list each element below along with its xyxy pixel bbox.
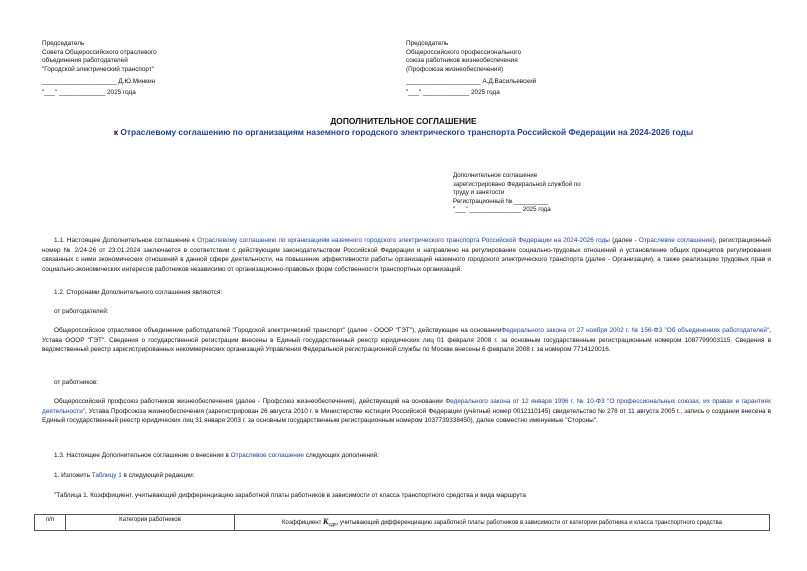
- p8-text: 1. Изложить: [54, 472, 92, 479]
- right-sign-signature-line: _____________________ А.Д.Васильевский: [406, 78, 537, 86]
- employers-law-link[interactable]: Федерального закона от 27 ноября 2002 г. № 156-ФЗ "Об объединениях работодателей": [501, 327, 770, 334]
- coefficient-table: [34, 514, 770, 531]
- left-signature-block: [42, 40, 157, 98]
- p1-text: 1.1. Настоящее Дополнительное соглашение к: [54, 237, 198, 244]
- left-sign-role: Председатель: [42, 40, 85, 47]
- p6-text: , Устава Профсоюза жизнеобеспечения (зарегистрирован 26 августа 2010 г. в Министерстве юстиции Российской Федерации (учётный номер 0012110145) свидетельство № 278 от 11 августа 2005 г., запись о создании внесена в Единый государственный реестр юридических лиц 31 января 2003 г. за основным государственным регистрационным номером 1037739338450), далее совместно именуемые "Стороны".: [42, 407, 771, 425]
- p1-text: (далее -: [609, 237, 639, 244]
- p1-text: ), регистрационный номер № 2/24-26 от 23.01.2024 заключается в соответствии с действующим законодательством Российской Федерации и направлено на регулирование социально-трудовых отношений и установление общих принципов регулирования связанных с ними экономических отношений в данной сфере деятельности, на повышение эффективности работы организаций наземного городского электрического транспорта (далее - Организации), а также реализацию трудовых прав и социально-экономических интересов работников независимо от организационно-правовых форм собственности транспортных организаций.: [42, 237, 771, 273]
- p1-short-agreement-link[interactable]: Отраслевое соглашение: [638, 237, 713, 244]
- header-coefficient: [235, 515, 770, 531]
- coefficient-label: Коэффициент: [282, 520, 323, 526]
- right-sign-role: Председатель: [406, 40, 449, 47]
- subtitle-agreement-link[interactable]: Отраслевому соглашению по организациям наземного городского электрического транспорта Российской Федерации на 2024-2026 годы: [120, 127, 694, 137]
- paragraph-1-3: [54, 451, 379, 461]
- p4-text: , Устава ОООР "ГЭТ". Сведения о государственной регистрации внесены в Единый государственный реестр юридических лиц 01 февраля 2008 г. за основным государственным регистрационным номером 1087799003115. Сведения в ведомственный реестр зарегистрированных некоммерческих организаций Управления Федеральной регистрационной службы по Москве внесены 6 февраля 2008 г. за номером 7714120016.: [42, 327, 771, 354]
- header-number: п/п: [35, 515, 66, 531]
- registration-line: "___" _______________ 2025 года: [453, 206, 551, 214]
- coefficient-symbol: К: [323, 517, 329, 526]
- table-caption: "Таблица 1. Коэффициент, учитывающий дифференциацию заработной платы работников в зависимости от класса транспортного средства и вида маршрута: [54, 492, 526, 499]
- trade-unions-law-link[interactable]: Федерального закона от 12 января 1996 г. № 10-ФЗ "О профессиональных союзах, их правах и гарантиях деятельности": [42, 398, 772, 415]
- table-1-link[interactable]: Таблицу 1: [91, 472, 122, 479]
- document-subtitle: [0, 127, 807, 137]
- p7-agreement-link[interactable]: Отраслевое соглашение: [230, 452, 304, 459]
- p1-agreement-link[interactable]: Отраслевому соглашению по организациям наземного городского электрического транспорта Российской Федерации на 2024-2026 годы: [197, 237, 610, 244]
- right-sign-org-line: союза работников жизнеобеспечения: [406, 57, 518, 65]
- workers-paragraph: [42, 397, 771, 426]
- workers-heading: от работников:: [54, 379, 98, 386]
- coefficient-description: , учитывающий дифференциацию заработной платы работников в зависимости от категории работника и класса транспортного средства: [336, 520, 722, 526]
- item-1: [54, 471, 194, 481]
- p4-text: Общероссийское отраслевое объединение работодателей "Городской электрический транспорт" (далее - ОООР "ГЭТ"), действующее на основании: [54, 327, 502, 334]
- header-category: Категория работников: [66, 515, 235, 531]
- registration-line: зарегистрировано Федеральной службой по: [453, 180, 581, 188]
- left-sign-org-line: Совета Общероссийского отраслевого: [42, 48, 157, 56]
- left-sign-org-line: объединения работодателей: [42, 57, 128, 65]
- left-sign-date-line: "___" _____________ 2025 года: [42, 88, 136, 96]
- table-header-row: [35, 515, 770, 531]
- registration-block: [453, 172, 581, 215]
- paragraph-1-1: [42, 236, 771, 274]
- registration-line: Регистрационный № __________: [453, 197, 549, 205]
- right-signature-block: [406, 40, 536, 98]
- right-sign-org-line: (Профсоюза жизнеобеспечения): [406, 65, 504, 73]
- p8-text: в следующей редакции:: [121, 472, 195, 479]
- subtitle-prefix: к: [113, 127, 121, 137]
- left-sign-signature-line: _____________________ Д.Ю.Минкин: [42, 78, 156, 86]
- right-sign-date-line: "___" _____________ 2025 года: [406, 88, 500, 96]
- p7-text: 1.3. Настоящее Дополнительное соглашение о внесении в: [54, 452, 231, 459]
- employers-paragraph: [42, 326, 771, 355]
- registration-line: труду и занятости: [453, 189, 505, 197]
- employers-heading: от работодателей:: [54, 308, 109, 315]
- p6-text: Общероссийский профсоюз работников жизнеобеспечения (далее - Профсоюз жизнеобеспечения), действующий на основании: [54, 398, 446, 405]
- coefficient-subscript: сдп: [328, 522, 337, 529]
- right-sign-org-line: Общероссийского профессионального: [406, 48, 522, 56]
- p7-text: следующих дополнений:: [303, 452, 380, 459]
- paragraph-1-2: 1.2. Сторонами Дополнительного соглашения являются:: [54, 289, 223, 296]
- left-sign-org-line: "Городской электрический транспорт": [42, 65, 155, 73]
- document-title: ДОПОЛНИТЕЛЬНОЕ СОГЛАШЕНИЕ: [330, 116, 477, 126]
- registration-line: Дополнительное соглашение: [453, 172, 538, 179]
